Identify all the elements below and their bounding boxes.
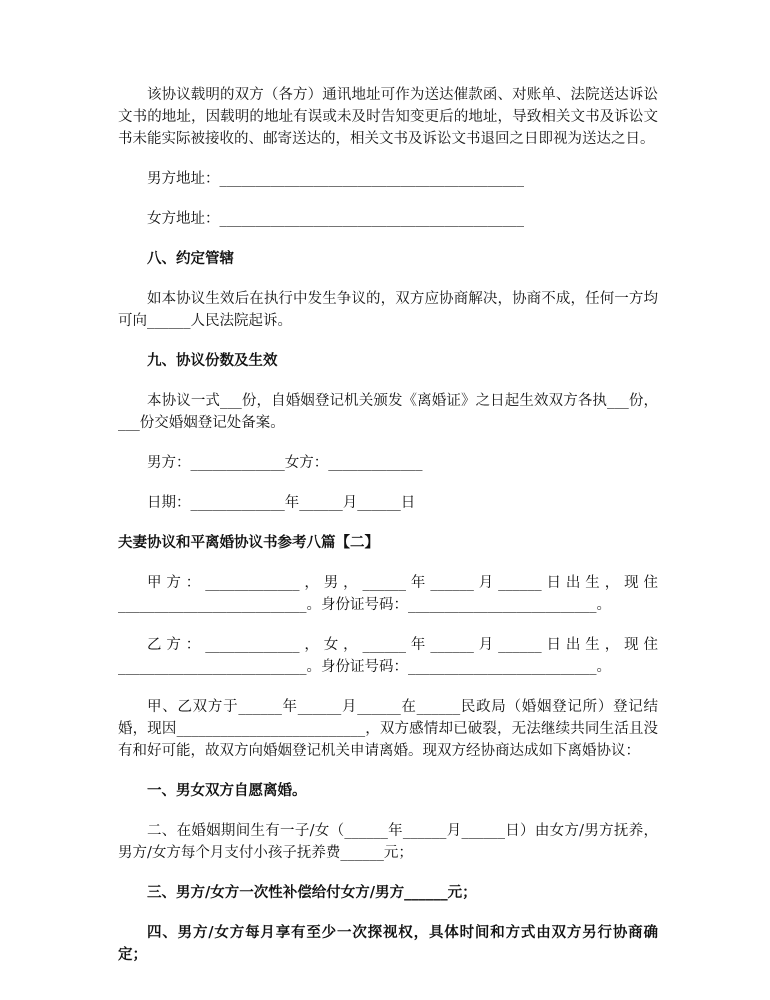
clause-4: 四、男方/女方每月享有至少一次探视权，具体时间和方式由双方另行协商确定； xyxy=(118,924,658,963)
party-a-info: 甲方：_____________，男，______年______月______日出生，现住__________________________。身份证号码：__________________________。 xyxy=(118,575,658,613)
signature-line: 男方：_____________女方：_____________ xyxy=(147,455,423,471)
document-title: 夫妻协议和平离婚协议书参考八篇【二】 xyxy=(118,534,379,551)
document-page xyxy=(118,84,658,966)
date-line: 日期：_____________年______月______日 xyxy=(147,495,416,511)
clause-3: 三、男方/女方一次性补偿给付女方/男方______元； xyxy=(147,884,477,901)
clause-1: 一、男女双方自愿离婚。 xyxy=(147,782,307,799)
section-9-heading: 九、协议份数及生效 xyxy=(147,352,278,369)
section-8-text: 如本协议生效后在执行中发生争议的，双方应协商解决，协商不成，任何一方均可向______人民法院起诉。 xyxy=(118,291,658,329)
party-b-info: 乙方：_____________，女，______年______月______日出生，现住__________________________。身份证号码：__________________________。 xyxy=(118,637,658,675)
section-8-heading: 八、约定管辖 xyxy=(147,250,234,267)
section-9-text: 本协议一式___份，自婚姻登记机关颁发《离婚证》之日起生效双方各执___份，___份交婚姻登记处备案。 xyxy=(118,393,658,431)
service-address-paragraph: 该协议载明的双方（各方）通讯地址可作为送达催款函、对账单、法院送达诉讼文书的地址，因载明的地址有误或未及时告知变更后的地址，导致相关文书及诉讼文书未能实际被接收的、邮寄送达的，相关文书及诉讼文书退回之日即视为送达之日。 xyxy=(118,87,658,147)
female-address-line: 女方地址：__________________________________________ xyxy=(147,211,524,227)
intro-paragraph: 甲、乙双方于______年______月______在______民政局（婚姻登记所）登记结婚，现因__________________________，双方感情却已破裂，无法继续共同生活且没有和好可能，故双方向婚姻登记机关申请离婚。现双方经协商达成如下离婚协议： xyxy=(118,699,658,759)
clause-2: 二、在婚姻期间生有一子/女（______年______月______日）由女方/男方抚养，男方/女方每个月支付小孩子抚养费______元； xyxy=(118,823,658,861)
male-address-line: 男方地址：__________________________________________ xyxy=(147,171,524,187)
